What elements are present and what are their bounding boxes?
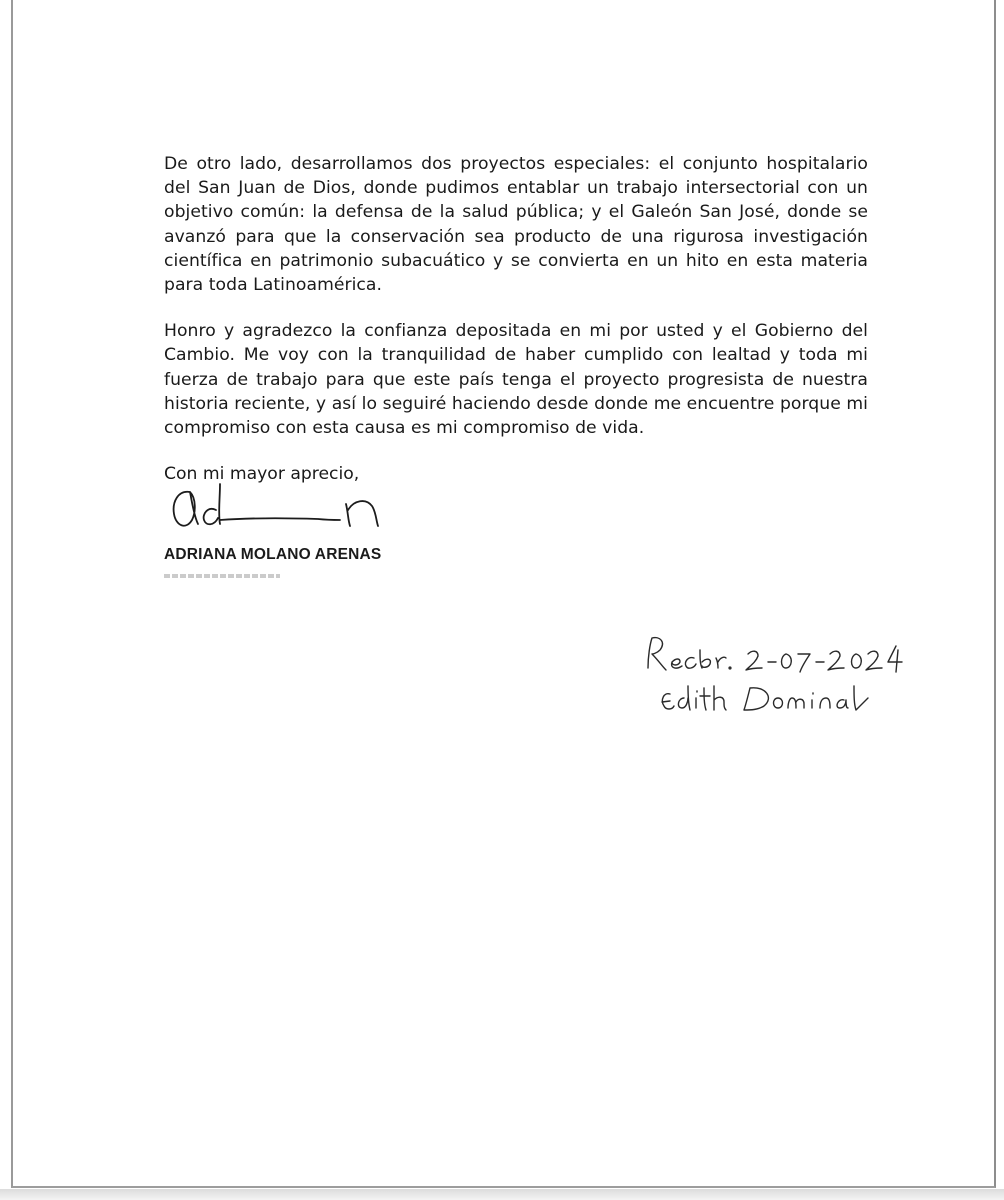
letter-body [164,152,868,486]
closing-line: Con mi mayor aprecio, [164,464,360,485]
handwritten-received-note [640,628,910,728]
scan-bottom-edge [0,1189,1004,1200]
handwritten-signature [168,480,398,540]
paragraph-gratitude: Honro y agradezco la confianza depositada en mi por usted y el Gobierno del Cambio. Me voy con la tranquilidad de haber cumplido con lealtad y toda mi fuerza de trabajo para que este país tenga el proyecto progresista de nuestra historia reciente, y así lo seguiré haciendo desde donde me encuentre porque mi compromiso con esta causa es mi compromiso de vida. [164,321,868,439]
paragraph-special-projects: De otro lado, desarrollamos dos proyectos especiales: el conjunto hospitalario del San Juan de Dios, donde pudimos entablar un trabajo intersectorial con un objetivo común: la defensa de la salud pública; y el Galeón San José, donde se avanzó para que la conservación sea producto de una rigurosa investigación científica en patrimonio subacuático y se convierta en un hito en esta materia para toda Latinoamérica. [164,154,868,296]
signer-name: ADRIANA MOLANO ARENAS [164,546,382,563]
faded-title-line [164,574,280,578]
